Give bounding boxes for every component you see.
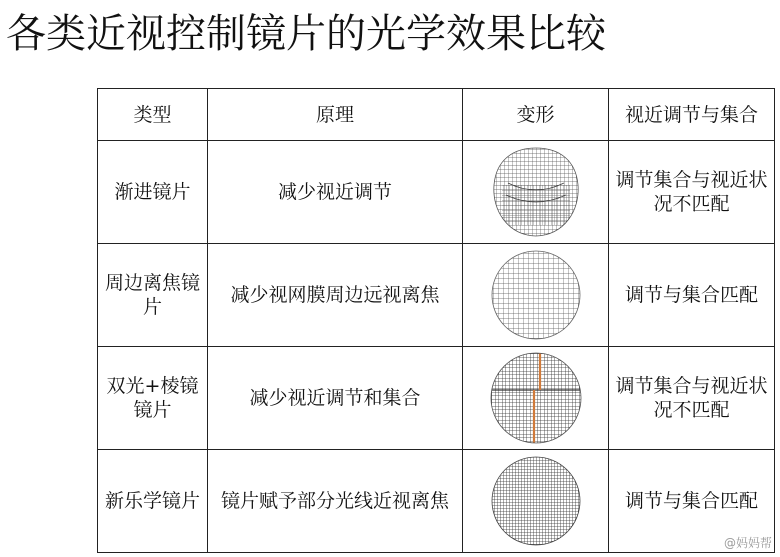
cell-principle: 减少视近调节: [208, 141, 463, 244]
cell-type: 渐进镜片: [98, 141, 208, 244]
peripheral-defocus-lens-grid-icon: [488, 248, 584, 342]
cell-principle: 减少视近调节和集合: [208, 347, 463, 450]
table-row: [98, 347, 775, 450]
cell-distortion: [463, 244, 609, 347]
table-row: [98, 450, 775, 553]
watermark: @妈妈帮: [723, 536, 772, 550]
cell-type: 周边离焦镜片: [98, 244, 208, 347]
comparison-table: [97, 88, 775, 553]
cell-effect: 调节集合与视近状况不匹配: [609, 347, 775, 450]
table-row: [98, 141, 775, 244]
cell-type: 新乐学镜片: [98, 450, 208, 553]
cell-effect: 调节集合与视近状况不匹配: [609, 141, 775, 244]
cell-principle: 镜片赋予部分光线近视离焦: [208, 450, 463, 553]
page-title: 各类近视控制镜片的光学效果比较: [6, 11, 606, 57]
cell-type: 双光+棱镜镜片: [98, 347, 208, 450]
header-distortion: 变形: [463, 89, 609, 141]
cell-effect: 调节与集合匹配: [609, 244, 775, 347]
header-type: 类型: [98, 89, 208, 141]
header-principle: 原理: [208, 89, 463, 141]
cell-distortion: [463, 141, 609, 244]
cell-principle: 减少视网膜周边远视离焦: [208, 244, 463, 347]
table-header-row: [98, 89, 775, 141]
cell-distortion: [463, 450, 609, 553]
table-row: [98, 244, 775, 347]
cell-distortion: [463, 347, 609, 450]
defocus-segment-lens-grid-icon: [488, 454, 584, 548]
bifocal-prism-lens-grid-icon: [488, 350, 584, 446]
header-effect: 视近调节与集合: [609, 89, 775, 141]
cell-effect: 调节与集合匹配: [609, 450, 775, 553]
progressive-lens-grid-icon: [488, 145, 584, 239]
